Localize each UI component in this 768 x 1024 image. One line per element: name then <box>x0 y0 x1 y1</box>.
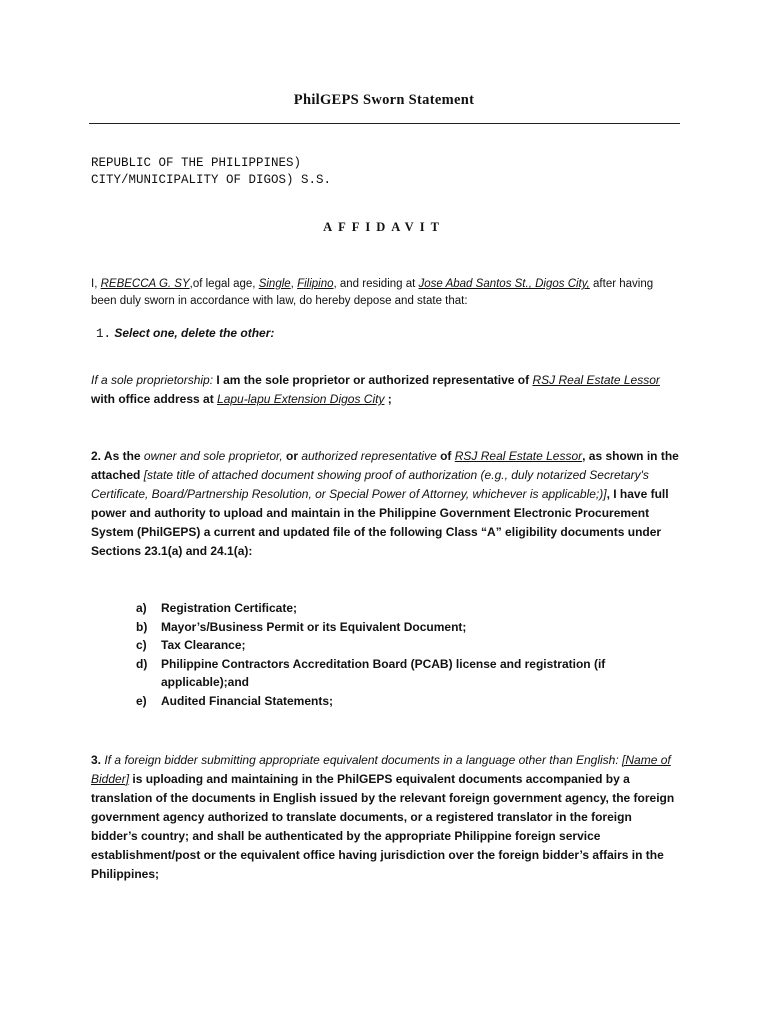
intro-text: I, <box>91 278 101 290</box>
venue-line-2: CITY/MUNICIPALITY OF DIGOS) S.S. <box>91 173 332 187</box>
list-item-label: c) <box>136 638 147 653</box>
intro-text: ,of legal age, <box>189 278 259 290</box>
item-2-text: of <box>436 449 455 463</box>
eligibility-documents-list <box>136 599 656 711</box>
item-3-lead: If a foreign bidder submitting appropriate equivalent documents in a language other than English: <box>101 753 623 767</box>
list-item <box>136 636 656 655</box>
list-item-label: a) <box>136 601 147 615</box>
option-text-2: with office address at <box>91 392 218 406</box>
list-item-text: Mayor’s/Business Permit or its Equivalent Document; <box>161 619 467 634</box>
list-item-text: Audited Financial Statements; <box>161 693 334 708</box>
list-item-text: Registration Certificate; <box>161 601 298 615</box>
venue-line-1: REPUBLIC OF THE PHILIPPINES) <box>91 156 302 170</box>
affiant-name: REBECCA G. SY <box>100 278 190 290</box>
item-2-role: authorized representative <box>301 449 437 463</box>
intro-paragraph <box>91 276 681 310</box>
option-lead: If a sole proprietorship: <box>91 373 214 387</box>
item-2-text: , as shown in the attached <box>91 449 679 482</box>
item-1-option <box>91 371 681 409</box>
residence-address: Jose Abad Santos St., Digos City, <box>418 278 590 290</box>
item-1-heading <box>96 324 686 344</box>
intro-text: after having been duly sworn in accordance with law, do hereby depose and state that: <box>91 278 654 307</box>
item-3-number: 3. <box>91 753 102 767</box>
item-2-text: , I have full power and authority to upload and maintain in the Philippine Government Electronic Procurement System (PhilGEPS) a current and updated file of the following Class “A” eligibility documents under Sections 23.1(a) and 24.1(a): <box>91 487 669 558</box>
title-rule <box>89 123 680 124</box>
civil-status: Single <box>258 278 291 290</box>
office-address: Lapu-lapu Extension Digos City <box>217 392 385 406</box>
option-end: ; <box>384 392 392 406</box>
document-title: PhilGEPS Sworn Statement <box>293 92 475 108</box>
bidder-name-placeholder: [Name of Bidder] <box>91 753 671 786</box>
list-item-label: b) <box>136 619 148 634</box>
list-item-label: e) <box>136 693 147 708</box>
company-name: RSJ Real Estate Lessor <box>532 373 660 387</box>
item-2-text: 2. As the <box>91 449 144 463</box>
list-item <box>136 599 656 618</box>
affidavit-heading: AFFIDAVIT <box>323 220 445 234</box>
citizenship: Filipino <box>297 278 334 290</box>
list-item <box>136 618 656 637</box>
authorization-placeholder: [state title of attached document showing proof of authorization (e.g., duly notarized Secretary's Certificate, Board/Partnership Resolution, or Special Power of Attorney, whichever is applicable;)] <box>91 468 649 501</box>
item-1-number: 1. <box>96 327 112 341</box>
intro-text: , <box>290 278 298 290</box>
list-item-text: Philippine Contractors Accreditation Board (PCAB) license and registration (if applicable);and <box>161 656 606 690</box>
item-1-instruction: Select one, delete the other: <box>114 326 275 340</box>
list-item-label: d) <box>136 656 148 671</box>
company-name: RSJ Real Estate Lessor <box>454 449 583 463</box>
intro-text: , and residing at <box>333 278 419 290</box>
item-2-text: or <box>282 449 302 463</box>
item-3-paragraph <box>91 751 681 884</box>
list-item-text: Tax Clearance; <box>161 638 246 653</box>
list-item <box>136 692 656 711</box>
list-item <box>136 655 656 692</box>
item-3-text: is uploading and maintaining in the PhilGEPS equivalent documents accompanied by a translation of the documents in English issued by the relevant foreign government agency, the foreign government agency authorized to translate documents, or a registered translator in the foreign bidder’s country; and shall be authenticated by the appropriate Philippine foreign service establishment/post or the equivalent office having jurisdiction over the foreign bidder’s affairs in the Philippines; <box>91 772 675 881</box>
item-2-role: owner and sole proprietor, <box>143 449 283 463</box>
item-2-paragraph <box>91 447 681 561</box>
option-text: I am the sole proprietor or authorized representative of <box>213 373 533 387</box>
